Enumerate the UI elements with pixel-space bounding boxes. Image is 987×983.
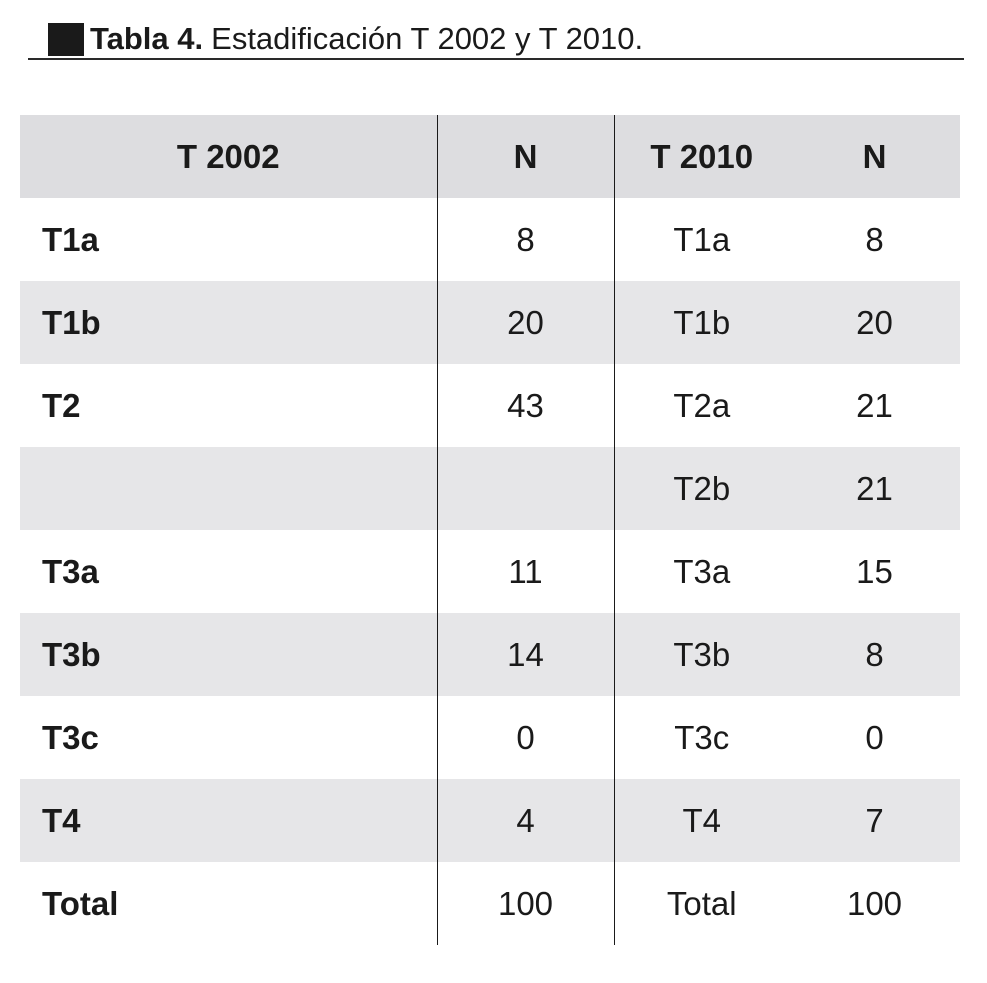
cell-n-2010: 0 [865,718,884,756]
table-row [20,198,960,281]
table-row [20,613,960,696]
staging-table [20,115,960,945]
cell-n-2010: 21 [856,386,893,424]
caption-square-marker [48,23,84,56]
cell-n-2002 [437,447,614,530]
table-row [20,447,960,530]
caption-divider [28,58,964,60]
table-body [20,198,960,945]
cell-n-2010: 8 [865,220,884,258]
cell-stage-2010: Total [614,862,789,945]
table-row [20,530,960,613]
table-header-row [20,115,960,198]
cell-n-2002: 11 [437,530,614,613]
cell-stage-2002: T3a [42,552,99,590]
table-row [20,779,960,862]
cell-stage-2010: T1a [614,198,789,281]
table-row [20,281,960,364]
cell-stage-2002 [20,447,437,530]
cell-n-2010: 21 [856,469,893,507]
cell-n-2002: 100 [437,862,614,945]
caption-text: Estadificación T 2002 y T 2010. [211,21,644,56]
cell-stage-2002: T3c [42,718,99,756]
cell-n-2002: 4 [437,779,614,862]
table-row [20,364,960,447]
caption-label: Tabla 4. [90,21,204,56]
cell-n-2002: 20 [437,281,614,364]
table-row [20,696,960,779]
cell-stage-2002: Total [42,884,119,922]
header-n-2010: N [862,137,887,175]
cell-n-2010: 20 [856,303,893,341]
cell-n-2010: 7 [865,801,884,839]
header-n-2002: N [437,115,614,198]
cell-n-2002: 43 [437,364,614,447]
cell-stage-2002: T4 [42,801,81,839]
table-row [20,862,960,945]
cell-stage-2010: T4 [614,779,789,862]
header-t2002: T 2002 [176,137,280,175]
cell-stage-2010: T3a [614,530,789,613]
cell-stage-2010: T3b [614,613,789,696]
cell-n-2010: 15 [856,552,893,590]
cell-n-2002: 0 [437,696,614,779]
cell-n-2010: 100 [846,884,903,922]
cell-n-2010: 8 [865,635,884,673]
table-caption [48,20,643,58]
header-t2010: T 2010 [614,115,789,198]
cell-stage-2002: T2 [42,386,81,424]
cell-stage-2010: T2a [614,364,789,447]
cell-n-2002: 14 [437,613,614,696]
cell-stage-2010: T1b [614,281,789,364]
cell-stage-2002: T1b [42,303,101,341]
cell-stage-2010: T2b [614,447,789,530]
cell-stage-2002: T1a [42,220,99,258]
cell-n-2002: 8 [437,198,614,281]
cell-stage-2002: T3b [42,635,101,673]
cell-stage-2010: T3c [614,696,789,779]
